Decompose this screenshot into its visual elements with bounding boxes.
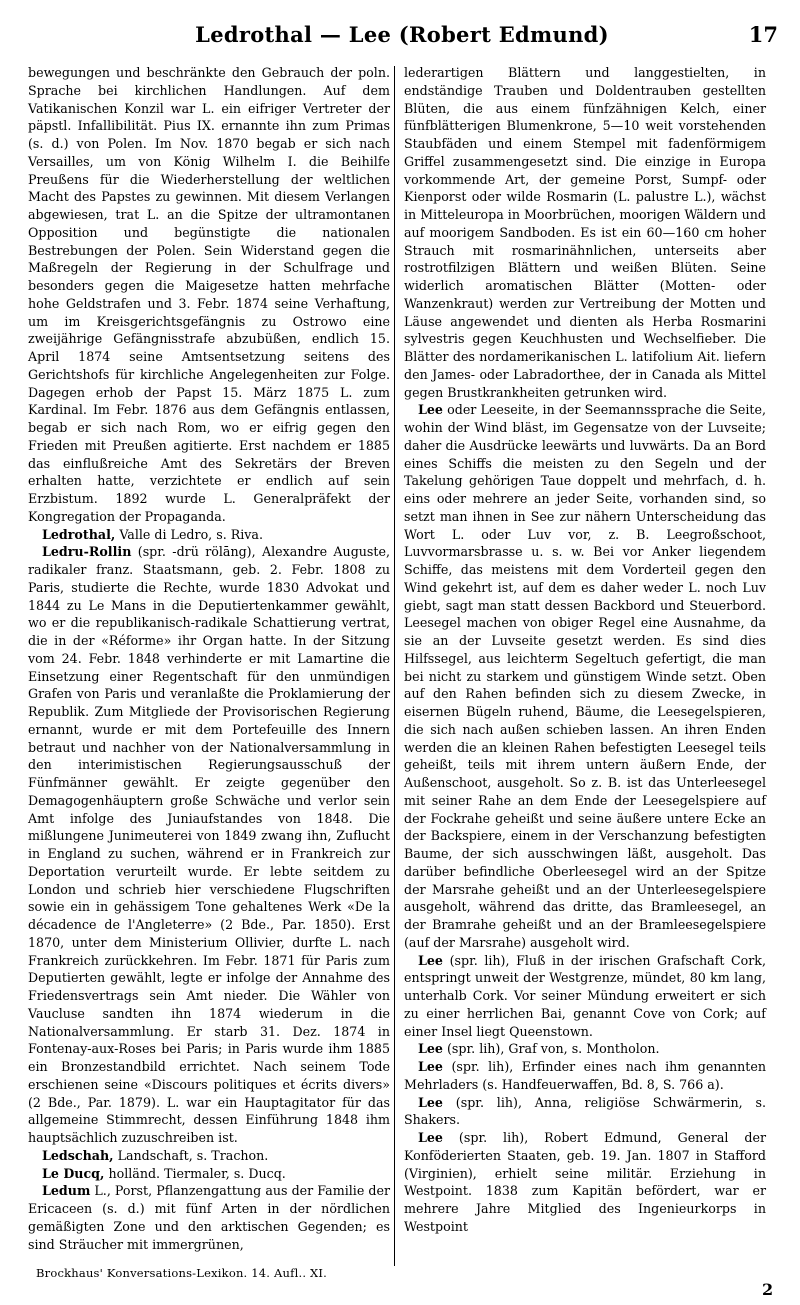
article-paragraph (404, 64, 766, 401)
article-headword: Le Ducq, (42, 1165, 105, 1181)
article-text: bewegungen und beschränkte den Gebrauch der poln. Sprache bei kirchlichen Handlungen. Auf dem Vatikanischen Konzil war L. ein eifriger Vertreter der päpstl. Infallibilität. Pius IX. ernannte ihn zum Primas (s. d.) von Polen. Im Nov. 1870 begab er sich nach Versailles, um von König Wilhelm I. die Beihilfe Preußens für die Wiederherstellung der weltlichen Macht des Papstes zu gewinnen. Mit diesem Verlangen abgewiesen, trat L. an die Spitze der ultramontanen Opposition und begünstigte die nationalen Bestrebungen der Polen. Sein Widerstand gegen die Maßregeln der Regierung in der Schulfrage und besonders gegen die Maigesetze hatten mehrfache hohe Geldstrafen und 3. Febr. 1874 seine Verhaftung, um im Kreisgerichtsgefängnis zu Ostrowo eine zweijährige Gefängnisstrafe abzubüßen, endlich 15. April 1874 seine Amtsentsetzung seitens des Gerichtshofs für kirchliche Angelegenheiten zur Folge. Dagegen erhob der Papst 15. März 1875 L. zum Kardinal. Im Febr. 1876 aus dem Gefängnis entlassen, begab er sich nach Rom, wo er eifrig gegen den Frieden mit Preußen agitierte. Erst nachdem er 1885 das einflußreiche Amt des Sekretärs der Breven erhalten hatte, verzichtete er endlich auf sein Erzbistum. 1892 wurde L. Generalpräfekt der Kongregation der Propaganda. (28, 65, 390, 524)
article-headword: Ledschah, (42, 1147, 114, 1163)
article-paragraph (28, 1165, 390, 1183)
printer-signature: 2 (762, 1280, 774, 1299)
article-text: L., Porst, Pflanzengattung aus der Familie der Ericaceen (s. d.) mit fünf Arten in der nördlichen gemäßigten Zone und den arktischen Gegenden; es sind Sträucher mit immergrünen, (28, 1183, 390, 1252)
article-paragraph (404, 952, 766, 1041)
right-column (404, 64, 766, 1236)
article-text: (spr. lih), Anna, religiöse Schwärmerin, s. Shakers. (404, 1094, 766, 1128)
article-text: (spr. lih), Fluß in der irischen Grafschaft Cork, entspringt unweit der Westgrenze, mündet, 80 km lang, unterhalb Cork. Vor seiner Mündung erweitert er sich zu einer herrlichen Bai, genannt Cove von Cork; auf einer Insel liegt Queenstown. (404, 952, 766, 1039)
page-header (26, 22, 778, 56)
article-text: oder Leeseite, in der Seemannssprache die Seite, wohin der Wind bläst, im Gegensatze von der Luvseite; daher die Ausdrücke leewärts und luvwärts. Da an Bord eines Schiffs die meisten zu den Segeln und der Takelung gehörigen Taue doppelt und mehrfach, d. h. eins oder mehrere an jeder Seite, vorhanden sind, so setzt man ihnen in See zur nähern Unterscheidung das Wort L. oder Luv vor, z. B. Leegroßschoot, Luvvormarsbrasse u. s. w. Bei vor Anker liegendem Schiffe, das meistens mit dem Vorderteil gegen den Wind gekehrt ist, auf dem es daher weder L. noch Luv giebt, sagt man statt dessen Backbord und Steuerbord. Leesegel machen von obiger Regel eine Ausnahme, da sie an der Luvseite gesetzt werden. Es sind dies Hilfssegel, aus leichterm Segeltuch gefertigt, die man bei nicht zu starkem und günstigem Winde setzt. Oben auf den Rahen befinden sich zu diesem Zwecke, in eisernen Bügeln ruhend, Bäume, die Leesegelspieren, die sich nach außen schieben lassen. An ihren Enden werden die an kleinen Rahen befestigten Leesegel teils geheißt, teils mit ihrem untern äußern Ende, der Außenschoot, ausgeholt. So z. B. ist das Unterleesegel mit seiner Rahe an dem Ende der Leesegelspiere auf der Fockrahe geheißt und seine äußere untere Ecke an der Backspiere, einem in der Verschanzung befestigten Baume, der sich ausschwingen läßt, ausgeholt. Das darüber befindliche Oberleesegel wird an der Spitze der Marsrahe geheißt und an der Unterleesegelspiere ausgeholt, während das dritte, das Bramleesegel, an der Bramrahe geheißt und an der Bramleesegelspiere (auf der Marsrahe) ausgeholt wird. (404, 402, 766, 950)
article-headword: Lee (418, 402, 443, 418)
article-headword: Ledum (42, 1183, 91, 1199)
article-headword: Ledru-Rollin (42, 544, 132, 560)
article-paragraph (28, 64, 390, 526)
article-text: holländ. Tiermaler, s. Ducq. (104, 1165, 286, 1181)
article-paragraph (404, 1129, 766, 1236)
article-paragraph (28, 1182, 390, 1253)
article-paragraph (404, 401, 766, 951)
article-paragraph (404, 1058, 766, 1094)
article-headword: Lee (418, 1094, 443, 1110)
page-number: 17 (748, 22, 778, 47)
article-paragraph (404, 1094, 766, 1130)
article-text: (spr. lih), Robert Edmund, General der Konföderierten Staaten, geb. 19. Jan. 1807 in Stafford (Virginien), erhielt seine militär. Erziehung in Westpoint. 1838 zum Kapitän befördert, war er mehrere Jahre Mitglied des Ingenieurkorps in Westpoint (404, 1130, 766, 1234)
article-text: (spr. -drü rölāng), Alexandre Auguste, radikaler franz. Staatsmann, geb. 2. Febr. 1808 zu Paris, studierte die Rechte, wurde 1830 Advokat und 1844 zu Le Mans in die Deputiertenkammer gewählt, wo er die republikanisch-radikale Schattierung vertrat, die in der «Réforme» ihr Organ hatte. In der Sitzung vom 24. Febr. 1848 verhinderte er mit Lamartine die Einsetzung einer Regentschaft für den unmündigen Grafen von Paris und veranlaßte die Proklamierung der Republik. Zum Mitgliede der Provisorischen Regierung ernannt, wurde er mit dem Portefeuille des Innern betraut und nachher von der Nationalversammlung in den interimistischen Regierungsausschuß der Fünfmänner gewählt. Er zeigte gegenüber den Demagogenhäuptern große Schwäche und verlor sein Amt infolge des Juniaufstandes von 1848. Die mißlungene Junimeuterei von 1849 zwang ihn, Zuflucht in England zu suchen, während er in Frankreich zur Deportation verurteilt wurde. Er lebte seitdem zu London und schrieb hier verschiedene Flugschriften sowie ein in gehässigem Tone gehaltenes Werk «De la décadence de l'Angleterre» (2 Bde., Par. 1850). Erst 1870, unter dem Ministerium Ollivier, durfte L. nach Frankreich zurückkehren. Im Febr. 1871 für Paris zum Deputierten gewählt, legte er infolge der Annahme des Friedensvertrags sein Amt nieder. Die Wähler von Vaucluse sandten ihn 1874 wiederum in die Nationalversammlung. Er starb 31. Dez. 1874 in Fontenay-aux-Roses bei Paris; in Paris wurde ihm 1885 ein Bronzestandbild errichtet. Nach seinem Tode erschienen seine «Discours politiques et écrits divers» (2 Bde., Par. 1879). L. war ein Hauptagitator für das allgemeine Stimmrecht, dessen Einführung 1848 ihm hauptsächlich zuzuschreiben ist. (28, 544, 390, 1145)
article-paragraph (28, 543, 390, 1147)
publication-footer: Brockhaus' Konversations-Lexikon. 14. Aufl.. XI. (36, 1266, 328, 1280)
left-column (28, 64, 390, 1253)
article-headword: Lee (418, 1130, 443, 1145)
article-headword: Lee (418, 1059, 443, 1074)
page-title: Ledrothal — Lee (Robert Edmund) (195, 22, 609, 47)
article-paragraph (28, 526, 390, 544)
article-headword: Lee (418, 1041, 443, 1057)
article-text: Landschaft, s. Trachon. (113, 1147, 269, 1163)
article-headword: Ledrothal, (42, 526, 116, 542)
article-text: lederartigen Blättern und langgestielten, in endständige Trauben und Doldentrauben gestellten Blüten, die aus einem fünfzähnigen Kelch, einer fünfblätterigen Blumenkrone, 5—10 weit vorstehenden Staubfäden und einem Stempel mit fadenförmigem Griffel zusammengesetzt sind. Die einzige in Europa vorkommende Art, der gemeine Porst, Sumpf- oder Kienporst oder wilde Rosmarin (L. palustre L.), wächst in Mitteleuropa in Moorbrüchen, moorigen Wäldern und auf moorigem Sandboden. Es ist ein 60—160 cm hoher Strauch mit rosmarinähnlichen, unterseits aber rostrotfilzigen Blättern und weißen Blüten. Seine widerlich aromatischen Blätter (Motten- oder Wanzenkraut) werden zur Vertreibung der Motten und Läuse angewendet und dienten als Herba Rosmarini sylvestris gegen Keuchhusten und Wechselfieber. Die Blätter des nordamerikanischen L. latifolium Ait. liefern den James- oder Labradorthee, der in Canada als Mittel gegen Brustkrankheiten getrunken wird. (404, 65, 766, 400)
article-headword: Lee (418, 952, 443, 968)
article-text: (spr. lih), Graf von, s. Montholon. (442, 1041, 660, 1057)
article-text: Valle di Ledro, s. Riva. (115, 526, 263, 542)
article-paragraph (28, 1147, 390, 1165)
column-divider (394, 66, 395, 1266)
article-text: (spr. lih), Erfinder eines nach ihm genannten Mehrladers (s. Handfeuerwaffen, Bd. 8, S. 766 a). (404, 1059, 766, 1092)
article-paragraph (404, 1040, 766, 1058)
